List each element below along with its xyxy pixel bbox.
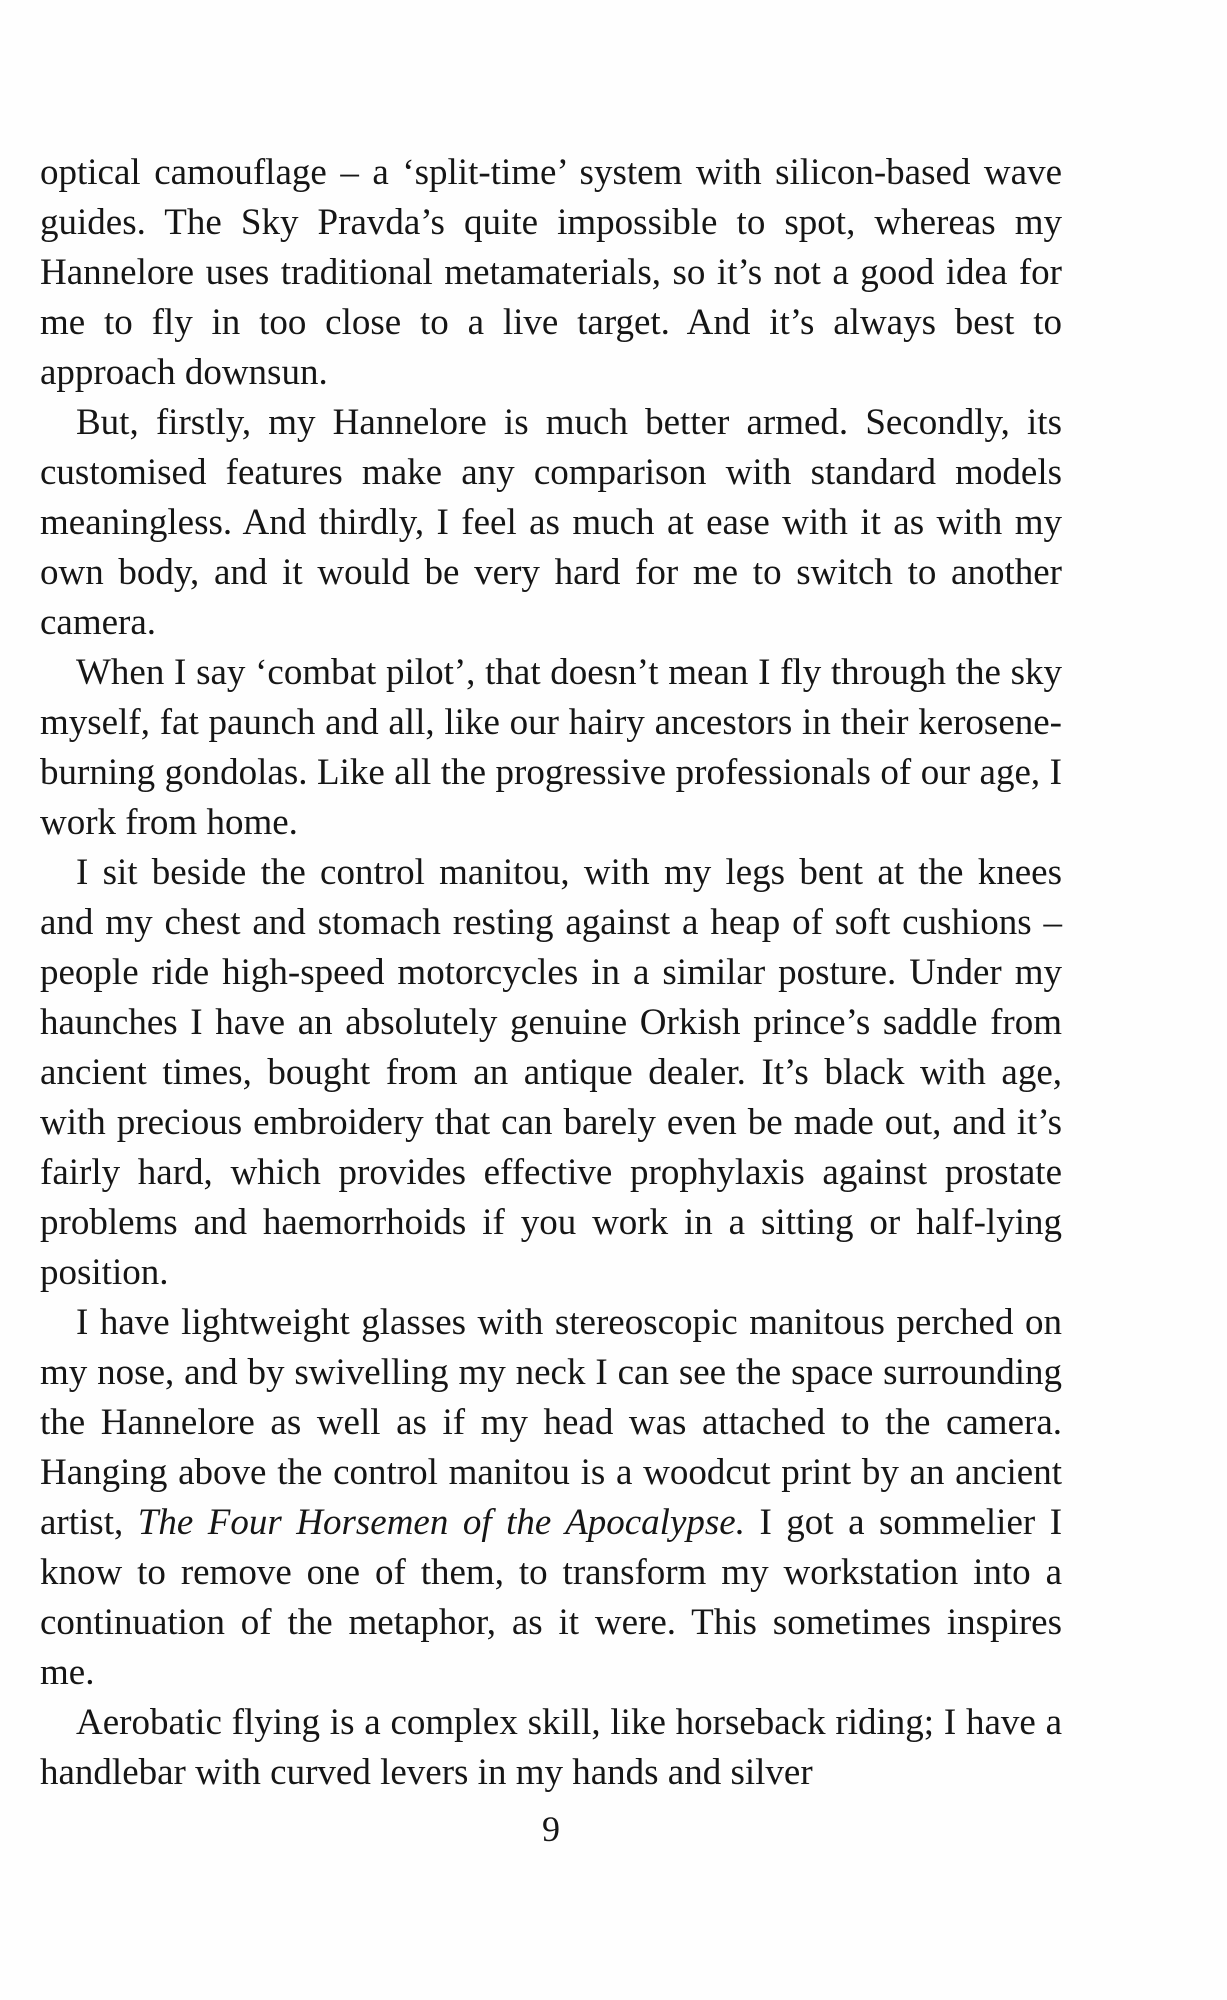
- artwork-title: The Four Horsemen of the Apocalypse.: [137, 1502, 745, 1543]
- page-number: 9: [542, 1809, 560, 1849]
- paragraph-1: optical camouflage – a ‘split-time’ system with silicon-based wave guides. The Sky Pravda’s quite impossible to spot, whereas my Hannelore uses traditional metamaterials, so it’s not a good idea for me to fly in too close to a live target. And it’s always best to approach downsun.: [40, 152, 1062, 393]
- paragraph-4: I sit beside the control manitou, with my legs bent at the knees and my chest and stomach resting against a heap of soft cushions – people ride high-speed motorcycles in a similar posture. Under my haunches I have an absolutely genuine Orkish prince’s saddle from ancient times, bought from an antique dealer. It’s black with age, with precious embroidery that can barely even be made out, and it’s fairly hard, which provides effective prophylaxis against prostate problems and haemorrhoids if you work in a sitting or half-lying position.: [40, 852, 1062, 1293]
- paragraph-5-text-before: I have lightweight glasses with stereoscopic manitous perched on my nose, and by swivelling my neck I can see the space surrounding the Hannelore as well as if my head was attached to the camera. Hanging above the control manitou is a woodcut print by an ancient artist,: [40, 1302, 1062, 1543]
- paragraph-5-text-after: I got a sommelier I know to remove one of them, to transform my workstation into a continuation of the metaphor, as it were. This sometimes inspires me.: [40, 1502, 1063, 1693]
- paragraph-6: Aerobatic flying is a complex skill, like horseback riding; I have a handlebar with curved levers in my hands and silver: [40, 1702, 1062, 1793]
- body-text: [40, 148, 1062, 1798]
- paragraph-3: When I say ‘combat pilot’, that doesn’t mean I fly through the sky myself, fat paunch and all, like our hairy ancestors in their kerosene-burning gondolas. Like all the progressive professionals of our age, I work from home.: [40, 652, 1062, 843]
- paragraph-5: [40, 1298, 1062, 1698]
- paragraph-2: But, firstly, my Hannelore is much better armed. Secondly, its customised features make any comparison with standard models meaningless. And thirdly, I feel as much at ease with it as with my own body, and it would be very hard for me to switch to another camera.: [40, 402, 1062, 643]
